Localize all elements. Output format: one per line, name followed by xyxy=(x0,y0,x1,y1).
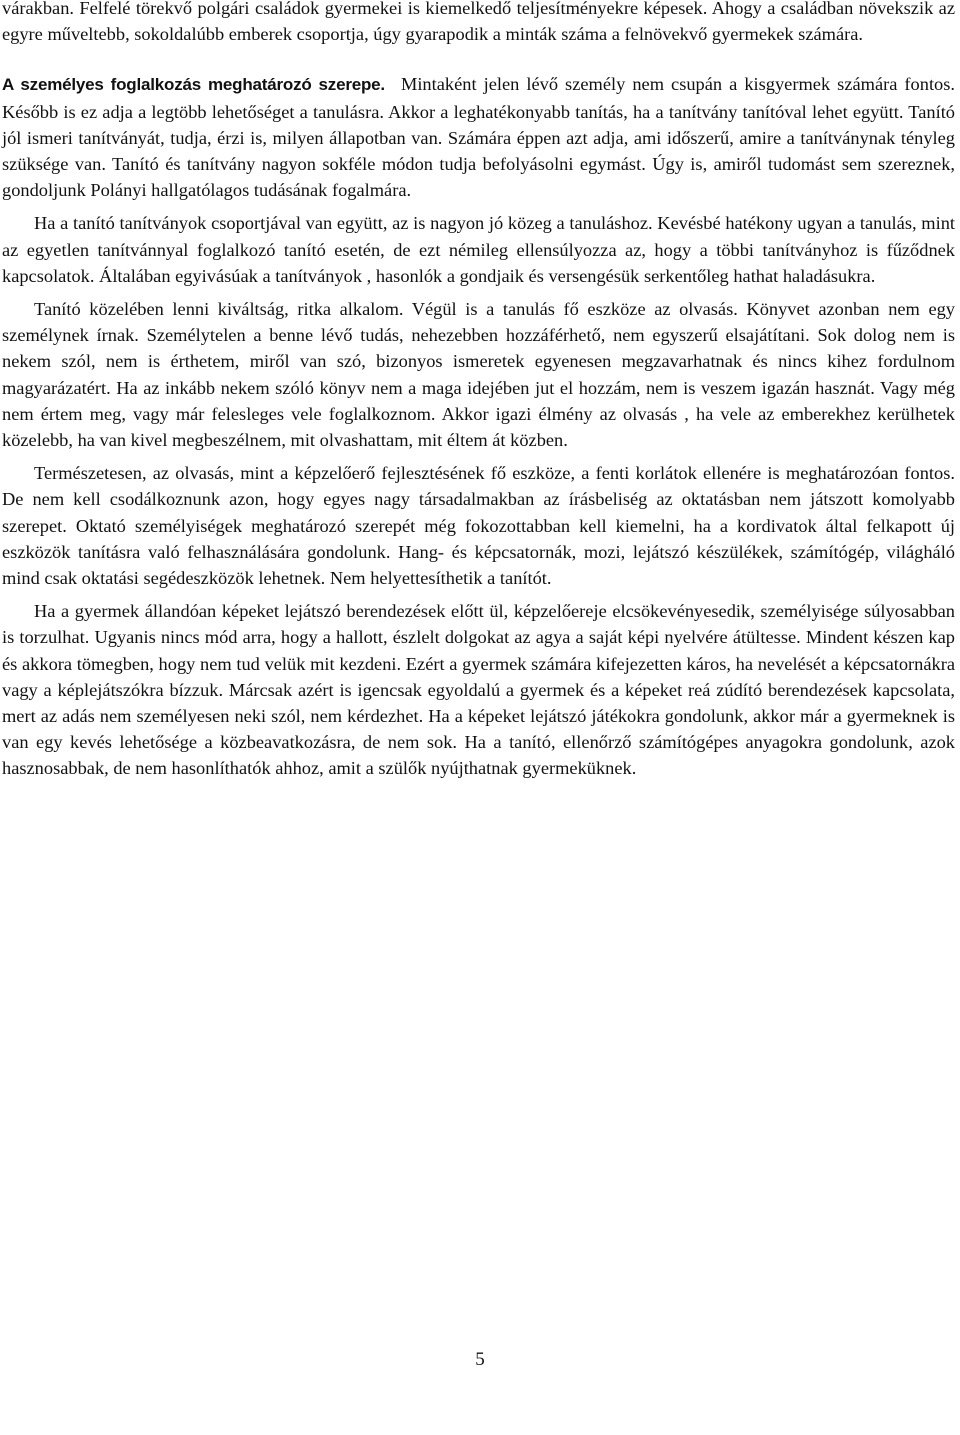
paragraph-continuation: várakban. Felfelé törekvő polgári családok gyermekei is kiemelkedő teljesítményekre képesek. Ahogy a családban növekszik az egyre műveltebb, sokoldalúbb emberek csoportja, úgy gyarapodik a minták száma a felnövekvő gyermekek számára. xyxy=(2,0,955,45)
paragraph-with-heading xyxy=(2,71,955,203)
paragraph-text: Mintaként jelen lévő személy nem csupán a kisgyermek számára fontos. Később is ez adja a legtöbb lehetőséget a tanulásra. Akkor a leghatékonyabb tanítás, ha a tanítvány tanítóval lehet együtt. Tanító jól ismeri tanítványát, tudja, érzi is, milyen állapotban van. Számára éppen azt adja, ami időszerű, amire a tanítványnak tényleg szüksége van. Tanító és tanítvány nagyon sokféle módon tudja befolyásolni egymást. Úgy is, amiről tudomást sem szereznek, gondoljunk Polányi hallgatólagos tudásának fogalmára. xyxy=(2,74,956,201)
page-number: 5 xyxy=(475,1349,485,1370)
body-text xyxy=(2,0,955,782)
paragraph: Ha a tanító tanítványok csoportjával van együtt, az is nagyon jó közeg a tanuláshoz. Kevésbé hatékony ugyan a tanulás, mint az egyetlen tanítvánnyal foglalkozó tanító esetén, de ezt némileg ellensúlyozza az, hogy a többi tanítványhoz is fűződnek kapcsolatok. Általában egyivásúak a tanítványok , hasonlók a gondjaik és versengésük serkentőleg hathat haladásukra. xyxy=(2,213,955,286)
paragraph: Ha a gyermek állandóan képeket lejátszó berendezések előtt ül, képzelőereje elcsökevényesedik, személyisége súlyosabban is torzulhat. Ugyanis nincs mód arra, hogy a hallott, észlelt dolgokat az agya a saját képi nyelvére átültesse. Mindent készen kap és akkora tömegben, hogy nem tud velük mit kezdeni. Ezért a gyermek számára kifejezetten káros, ha nevelését a képcsatornákra vagy a képlejátszókra bízzuk. Márcsak azért is igencsak egyoldalú a gyermek és a képeket reá zúdító berendezések kapcsolata, mert az adás nem személyesen neki szól, nem kérdezhet. Ha a képeket lejátszó játékokra gondolunk, akkor már a gyermeknek is van egy kevés lehetősége a közbeavatkozásra, de nem sok. Ha a tanító, ellenőrző számítógépes anyagokra gondolunk, azok hasznosabbak, de nem hasonlíthatók ahhoz, amit a szülők nyújthatnak gyermeküknek. xyxy=(2,601,955,779)
paragraph: Tanító közelében lenni kiváltság, ritka alkalom. Végül is a tanulás fő eszköze az olvasás. Könyvet azonban nem egy személynek írnak. Személytelen a benne lévő tudás, nehezebben hozzáférhető, nem egyszerű elsajátítani. Sok dolog nem is nekem szól, nem is érthetem, miről van szó, bizonyos ismeretek egyenesen megzavarhatnak és nincs kihez fordulnom magyarázatért. Ha az inkább nekem szóló könyv nem a maga idejében jut el hozzám, nem is veszem igazán hasznát. Vagy még nem értem meg, vagy már felesleges vele foglalkoznom. Akkor igazi élmény az olvasás , ha vele az emberekhez kerülhetek közelebb, ha van kivel megbeszélnem, mit olvashattam, mit éltem át közben. xyxy=(2,299,955,451)
paragraph: Természetesen, az olvasás, mint a képzelőerő fejlesztésének fő eszköze, a fenti korlátok ellenére is meghatározóan fontos. De nem kell csodálkoznunk azon, hogy egyes nagy társadalmakban az írásbeliség az oktatásban nem játszott komolyabb szerepet. Oktató személyiségek meghatározó szerepét még fokozottabban kell kiemelni, ha a kordivatok által felkapott új eszközök tanításra való felhasználására gondolunk. Hang- és képcsatornák, mozi, lejátszó készülékek, számítógép, világháló mind csak oktatási segédeszközök lehetnek. Nem helyettesíthetik a tanítót. xyxy=(2,463,955,589)
section-heading: A személyes foglalkozás meghatározó szerepe. xyxy=(2,75,385,95)
